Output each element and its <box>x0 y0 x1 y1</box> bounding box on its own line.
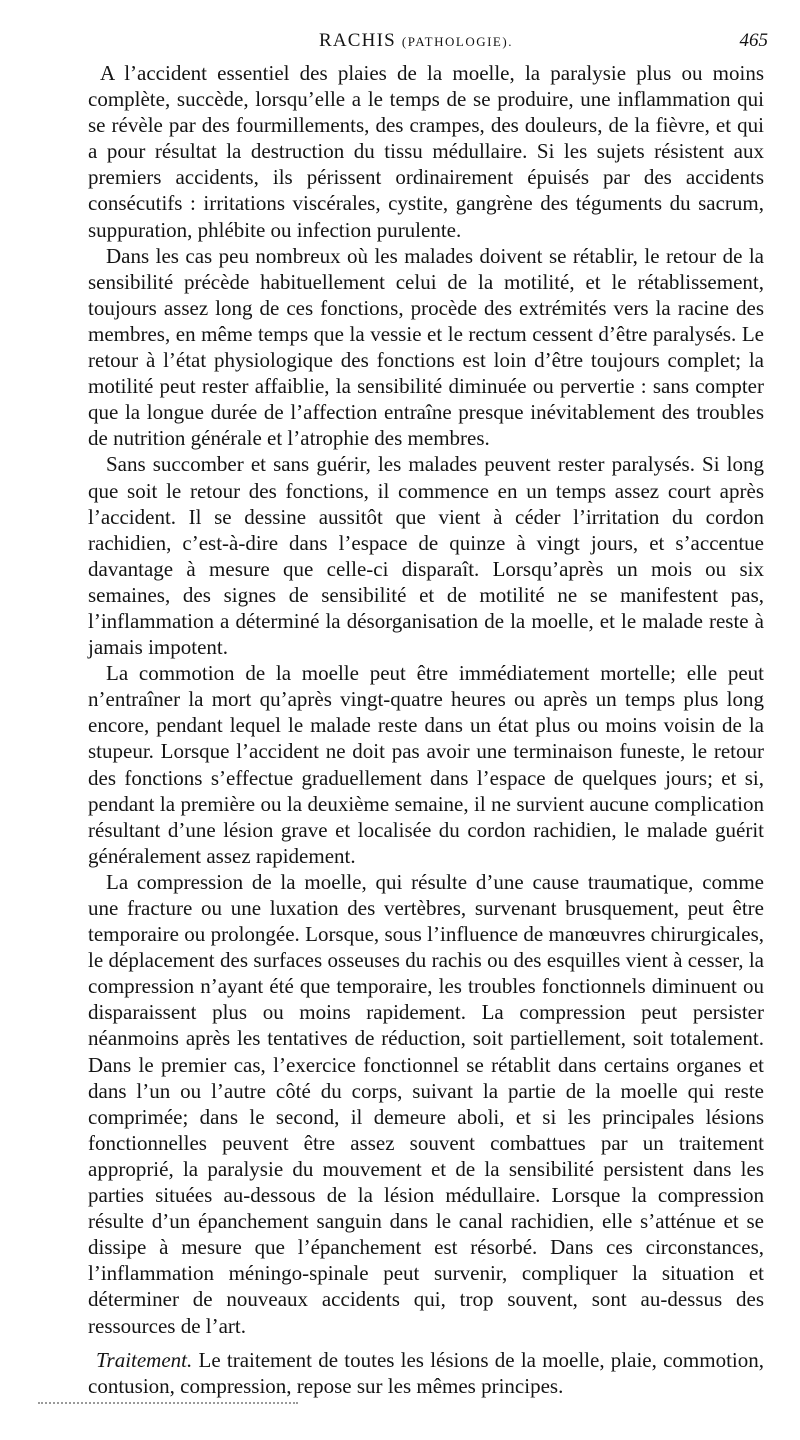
paragraph-traitement <box>88 1347 764 1399</box>
page-number: 465 <box>739 30 768 51</box>
footer-rule <box>38 1402 298 1404</box>
paragraph-compression: La compression de la moelle, qui résulte d’une cause traumatique, comme une fracture ou une luxation des vertèbres, survenant brusquement, peut être temporaire ou prolongée. Lorsque, sous l’influence de manœuvres chirurgicales, le déplacement des surfaces osseuses du rachis ou des esquilles vient à cesser, la compression n’ayant été que temporaire, les troubles fonctionnels diminuent ou disparaissent plus ou moins rapidement. La compression peut persister néanmoins après les tentatives de réduction, soit partiellement, soit totalement. Dans le premier cas, l’exercice fonctionnel se rétablit dans certains organes et dans l’un ou l’autre côté du corps, suivant la partie de la moelle qui reste comprimée; dans le second, il demeure aboli, et si les principales lésions fonctionnelles peuvent être assez souvent combattues par un traitement approprié, la paralysie du mouvement et de la sensibilité persistent dans les parties situées au-dessous de la lésion médullaire. Lorsque la compression résulte d’un épanchement sanguin dans le canal rachidien, elle s’atténue et se dissipe à mesure que l’épanchement est résorbé. Dans ces circonstances, l’inflammation méningo-spinale peut survenir, compliquer la situation et déterminer de nouveaux accidents qui, trop souvent, sont au-dessus des ressources de l’art. <box>88 869 764 1338</box>
running-head <box>60 30 772 56</box>
paragraph-paralysie: Sans succomber et sans guérir, les malades peuvent rester paralysés. Si long que soit le retour des fonctions, il commence en un temps assez court après l’accident. Il se dessine aussitôt que vient à céder l’irritation du cordon rachidien, c’est-à-dire dans l’espace de quinze à vingt jours, et s’accentue davantage à mesure que celle-ci disparaît. Lorsqu’après un mois ou six semaines, des signes de sensibilité et de motilité ne se manifestent pas, l’inflammation a déterminé la désorganisation de la moelle, et le malade reste à jamais impotent. <box>88 452 764 660</box>
paragraph-commotion: La commotion de la moelle peut être immédiatement mortelle; elle peut n’entraîner la mort qu’après vingt-quatre heures ou après un temps plus long encore, pendant lequel le malade reste dans un état plus ou moins voisin de la stupeur. Lorsque l’accident ne doit pas avoir une terminaison funeste, le retour des fonctions s’effectue graduellement dans l’espace de quelques jours; et si, pendant la première ou la deuxième semaine, il ne survient aucune complication résultant d’une lésion grave et localisée du cordon rachidien, le malade guérit généralement assez rapidement. <box>88 661 764 868</box>
paragraph-plaies: A l’accident essentiel des plaies de la moelle, la paralysie plus ou moins complète, succède, lorsqu’elle a le temps de se produire, une inflammation qui se révèle par des fourmillements, des crampes, des douleurs, de la fièvre, et qui a pour résultat la destruction du tissu médullaire. Si les sujets résistent aux premiers accidents, ils périssent ordinairement épuisés par des accidents consécutifs : irritations viscérales, cystite, gangrène des téguments du sacrum, suppuration, phlébite ou infection purulente. <box>88 61 764 242</box>
body-text <box>88 60 764 1399</box>
running-title <box>60 30 772 52</box>
header-subtitle: (PATHOLOGIE). <box>401 34 513 49</box>
paragraph-retablissement: Dans les cas peu nombreux où les malades doivent se rétablir, le retour de la sensibilité précède habituellement celui de la motilité, et le rétablissement, toujours assez long de ces fonctions, procède des extrémités vers la racine des membres, en même temps que la vessie et le rectum cessent d’être paralysés. Le retour à l’état physiologique des fonctions est loin d’être toujours complet; la motilité peut rester affaiblie, la sensibilité diminuée ou pervertie : sans compter que la longue durée de l’affection entraîne presque inévitablement des troubles de nutrition générale et l’atrophie des membres. <box>88 243 764 451</box>
treatment-heading: Traitement. <box>96 1347 193 1372</box>
header-title: RACHIS <box>319 30 396 51</box>
treatment-text: Le traitement de toutes les lésions de la moelle, plaie, commotion, contusion, compression, repose sur les mêmes principes. <box>88 1347 765 1398</box>
